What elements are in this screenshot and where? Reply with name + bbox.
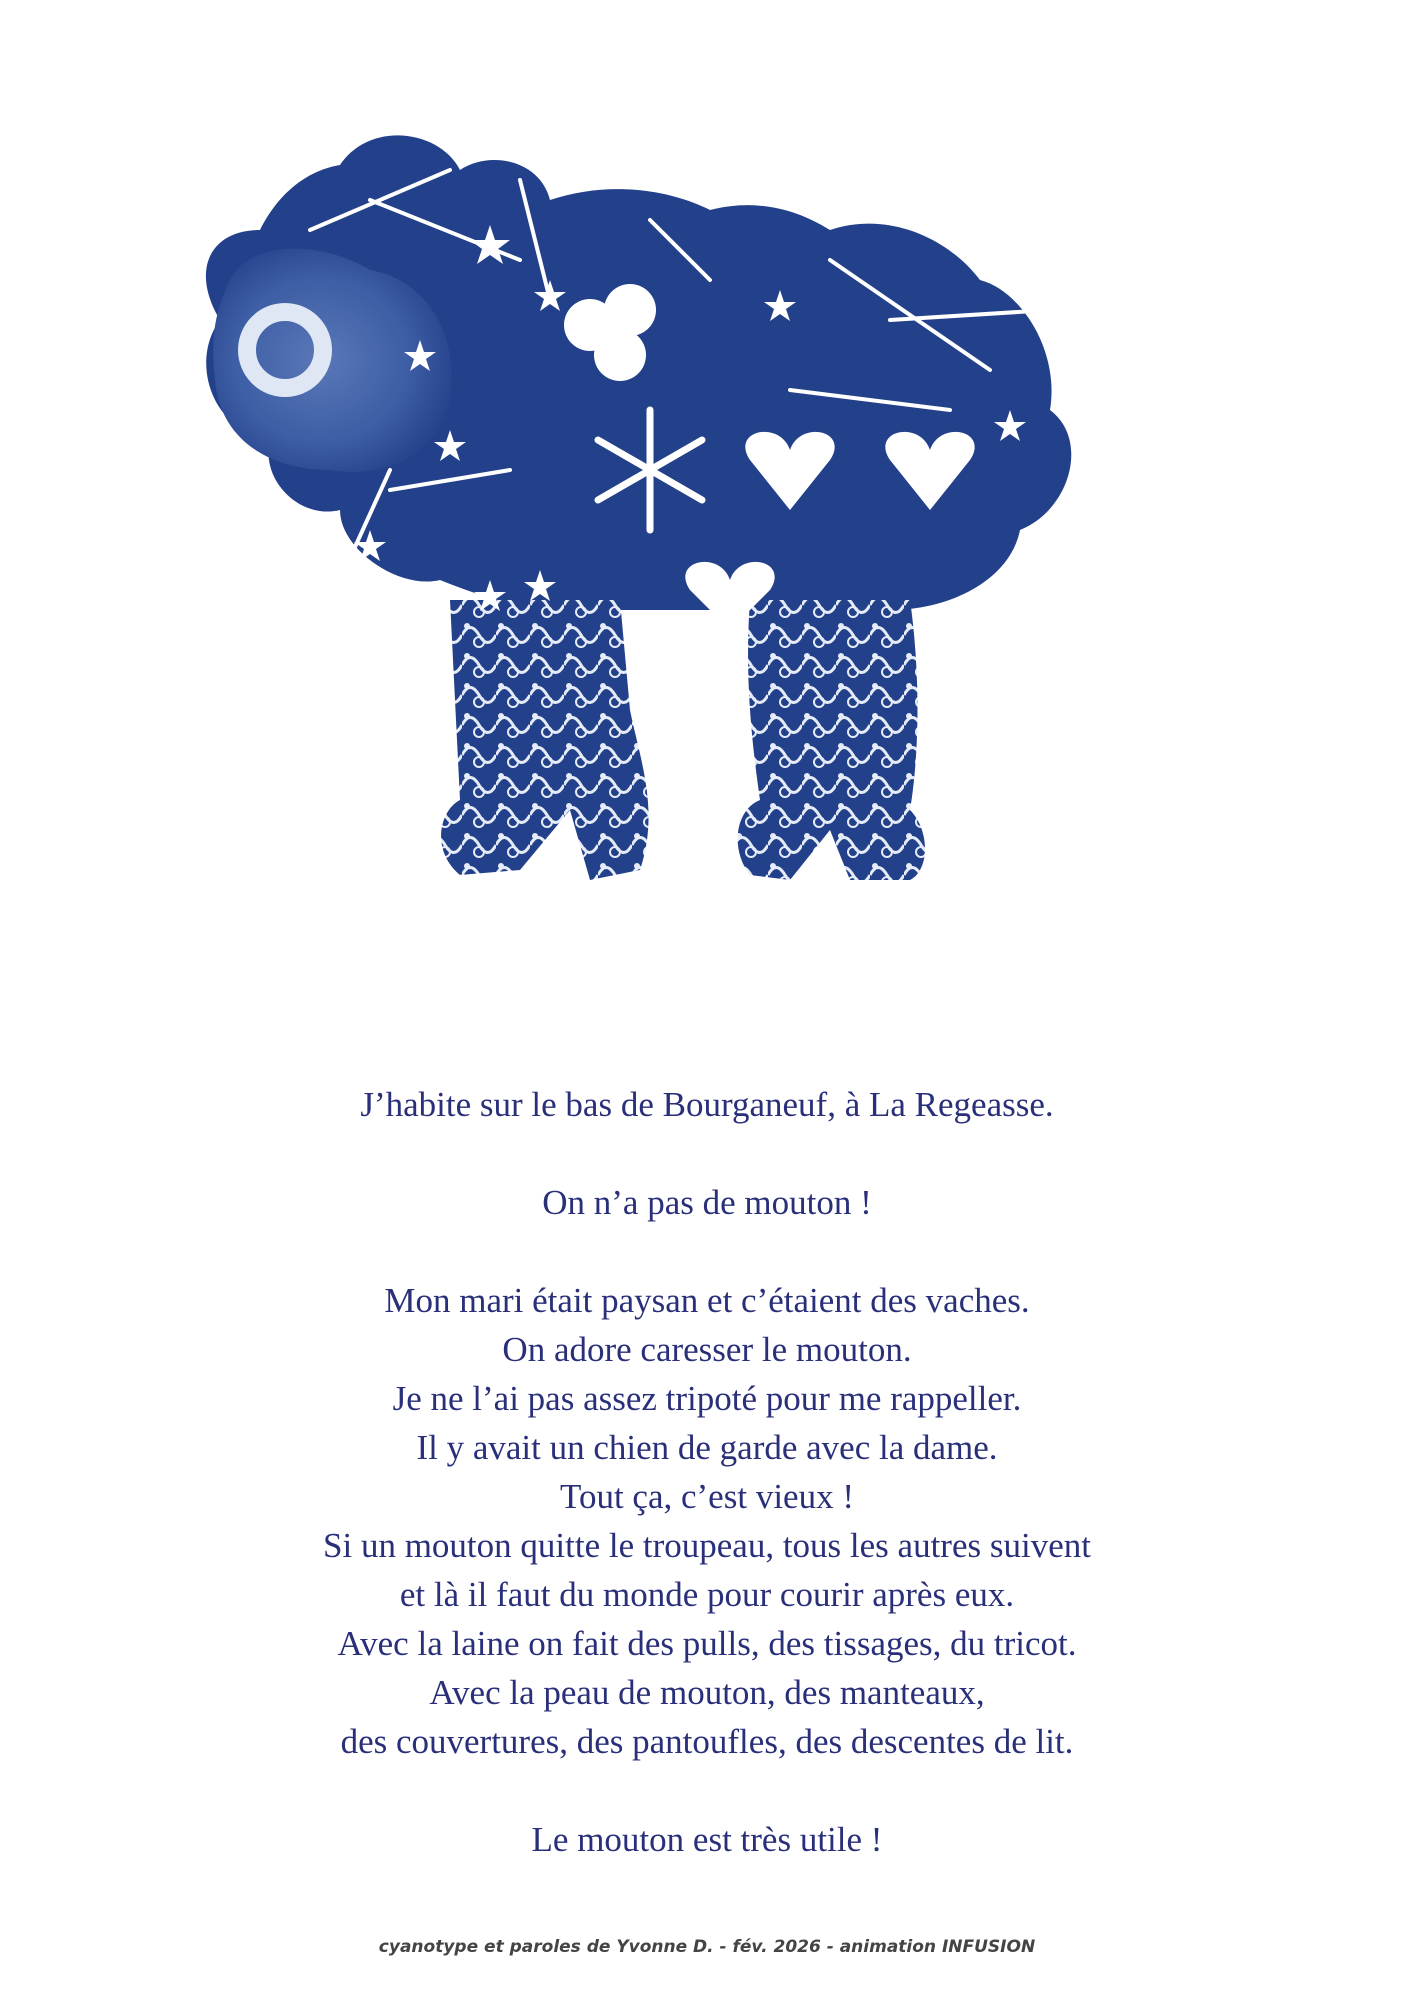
poem-line: et là il faut du monde pour courir après eux. bbox=[399, 1575, 1015, 1614]
poem-stanza bbox=[0, 1178, 1414, 1227]
poem-stanza bbox=[0, 1276, 1414, 1766]
poem-line: On n’a pas de mouton ! bbox=[542, 1183, 872, 1222]
poem bbox=[0, 1080, 1414, 1913]
poem-line: Le mouton est très utile ! bbox=[531, 1820, 883, 1859]
poem-stanza bbox=[0, 1815, 1414, 1864]
poem-line: Tout ça, c’est vieux ! bbox=[560, 1477, 854, 1516]
poem-line: Si un mouton quitte le troupeau, tous les autres suivent bbox=[323, 1526, 1091, 1565]
poem-line: Avec la laine on fait des pulls, des tissages, du tricot. bbox=[337, 1624, 1077, 1663]
poem-line: J’habite sur le bas de Bourganeuf, à La Regeasse. bbox=[360, 1085, 1054, 1124]
poem-line: Mon mari était paysan et c’étaient des vaches. bbox=[384, 1281, 1030, 1320]
poem-line: Je ne l’ai pas assez tripoté pour me rappeller. bbox=[392, 1379, 1022, 1418]
poem-line: Avec la peau de mouton, des manteaux, bbox=[429, 1673, 985, 1712]
poem-line: des couvertures, des pantoufles, des descentes de lit. bbox=[340, 1722, 1074, 1761]
sheep-cyanotype-icon bbox=[190, 110, 1210, 990]
poem-stanza bbox=[0, 1080, 1414, 1129]
poem-line: Il y avait un chien de garde avec la dame. bbox=[416, 1428, 998, 1467]
credit-line: cyanotype et paroles de Yvonne D. - fév. 2026 - animation INFUSION bbox=[378, 1937, 1036, 1957]
poem-line: On adore caresser le mouton. bbox=[502, 1330, 912, 1369]
